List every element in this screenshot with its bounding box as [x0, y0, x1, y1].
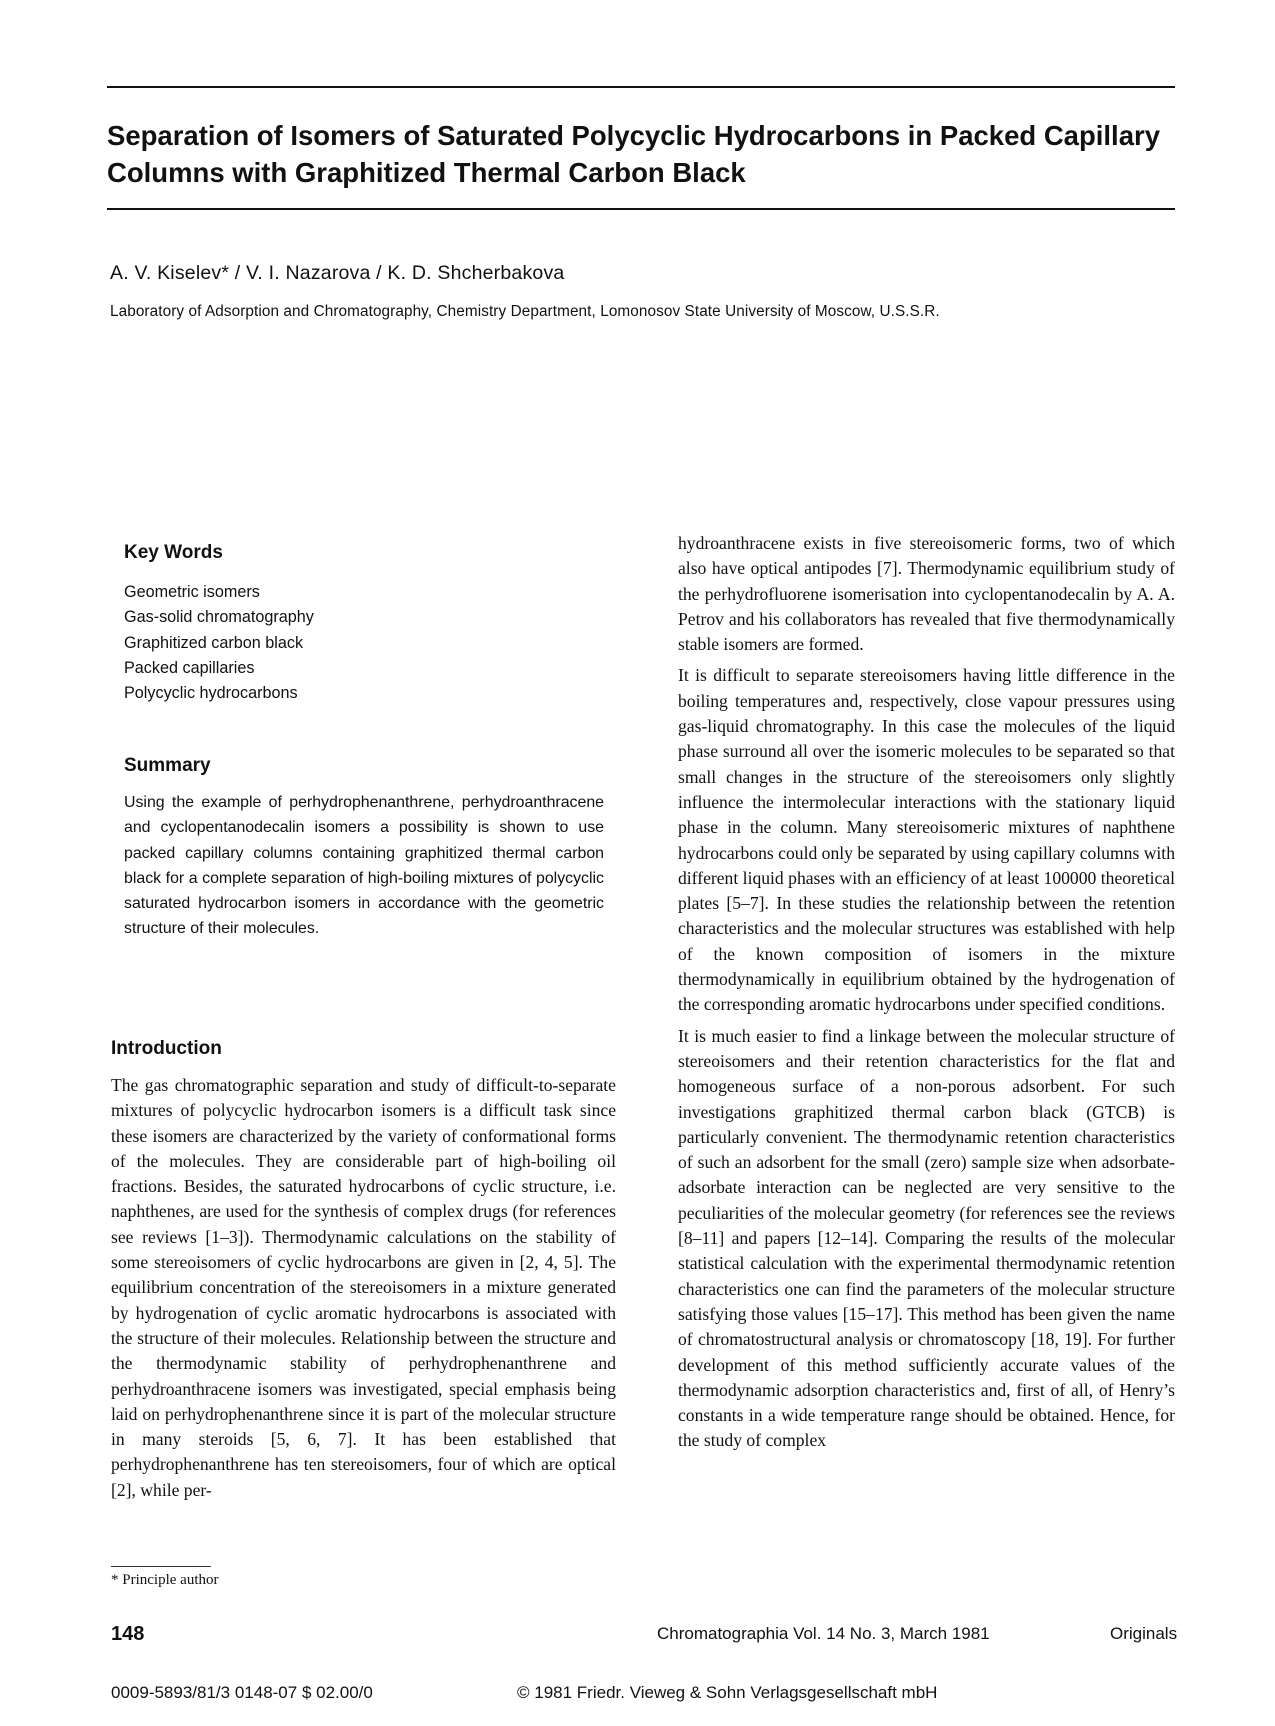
left-column: [111, 1073, 616, 1503]
right-column: [678, 531, 1175, 1460]
keyword-item: Gas-solid chromatography: [124, 608, 314, 627]
body-paragraph: hydroanthracene exists in five stereoisomeric forms, two of which also have optical antipodes [7]. Thermodynamic equilibrium study of the perhydrofluorene isomerisation into cyclopentanodecalin by A. A. Petrov and his collaborators has revealed that five thermodynamically stable isomers are formed.: [678, 533, 1175, 655]
copyright-notice: © 1981 Friedr. Vieweg & Sohn Verlagsgesellschaft mbH: [517, 1683, 938, 1702]
introduction-heading: Introduction: [111, 1038, 222, 1059]
keyword-item: Graphitized carbon black: [124, 633, 304, 652]
keywords-list: [124, 580, 314, 706]
keyword-item: Packed capillaries: [124, 658, 255, 677]
keyword-item: Polycyclic hydrocarbons: [124, 684, 298, 703]
body-paragraph: It is difficult to separate stereoisomers having little difference in the boiling temperatures and, respectively, close vapour pressures using gas-liquid chromatography. In this case the molecules of the liquid phase surround all over the isomeric molecules to be separated so that small changes in the structure of the stereoisomers only slightly influence the intermolecular interactions with the stationary liquid phase in the column. Many stereoisomeric mixtures of naphthene hydrocarbons could only be separated by using capillary columns with different liquid phases with an efficiency of at least 100000 theoretical plates [5–7]. In these studies the relationship between the retention characteristics and the molecular structures was established with help of the known composition of isomers in the mixture thermodynamically in equilibrium obtained by the hydrogenation of the corresponding aromatic hydrocarbons under specified conditions.: [678, 665, 1175, 1015]
affiliation: Laboratory of Adsorption and Chromatography, Chemistry Department, Lomonosov State University of Moscow, U.S.S.R.: [110, 303, 940, 320]
summary-text: Using the example of perhydrophenanthrene, perhydroanthracene and cyclopentanodecalin isomers a possibility is shown to use packed capillary columns containing graphitized thermal carbon black for a complete separation of high-boiling mixtures of polycyclic saturated hydrocarbon isomers in accordance with the geometric structure of their molecules.: [124, 794, 604, 938]
keywords-heading: Key Words: [124, 542, 223, 563]
body-paragraph: It is much easier to find a linkage between the molecular structure of stereoisomers and their retention characteristics for the flat and homogeneous surface of a non-porous adsorbent. For such investigations graphitized thermal carbon black (GTCB) is particularly convenient. The thermodynamic retention characteristics of such an adsorbent for the small (zero) sample size when adsorbate-adsorbate interaction can be neglected are very sensitive to the peculiarities of the molecular geometry (for references see the reviews [8–11] and papers [12–14]. Comparing the results of the molecular statistical calculation with the experimental thermodynamic retention characteristics one can find the parameters of the molecular structure satisfying those values [15–17]. This method has been given the name of chromatostructural analysis or chromatoscopy [18, 19]. For further development of this method sufficiently accurate values of the thermodynamic adsorption characteristics and, first of all, of Henry’s constants in a wide temperature range should be obtained. Hence, for the study of complex: [678, 1025, 1175, 1451]
top-rule: [107, 86, 1175, 88]
article-code: 0009-5893/81/3 0148-07 $ 02.00/0: [111, 1683, 373, 1702]
article-title: Separation of Isomers of Saturated Polycyclic Hydrocarbons in Packed Capillary Columns with Graphitized Thermal Carbon Black: [107, 120, 1160, 188]
page-number: 148: [111, 1623, 145, 1645]
section-label: Originals: [1110, 1624, 1178, 1643]
journal-citation: Chromatographia Vol. 14 No. 3, March 1981: [657, 1624, 990, 1643]
introduction-paragraph: The gas chromatographic separation and study of difficult-to-separate mixtures of polycyclic hydrocarbon isomers is a difficult task since these isomers are characterized by the variety of conformational forms of the molecules. They are considerable part of high-boiling oil fractions. Besides, the saturated hydrocarbons of cyclic structure, i.e. naphthenes, are used for the synthesis of complex drugs (for references see reviews [1–3]). Thermodynamic calculations on the stability of some stereoisomers of cyclic hydrocarbons are given in [2, 4, 5]. The equilibrium concentration of the stereoisomers in a mixture generated by hydrogenation of cyclic aromatic hydrocarbons is associated with the structure of their molecules. Relationship between the structure and the thermodynamic stability of perhydrophenanthrene and perhydroanthracene isomers was investigated, special emphasis being laid on perhydrophenanthrene since it is part of the molecular structure in many steroids [5, 6, 7]. It has been established that perhydrophenanthrene has ten stereoisomers, four of which are optical [2], while per-: [111, 1075, 616, 1500]
footnote: * Principle author: [111, 1572, 219, 1588]
keyword-item: Geometric isomers: [124, 583, 260, 601]
summary-heading: Summary: [124, 755, 211, 776]
footnote-rule: [111, 1566, 211, 1567]
title-bottom-rule: [107, 208, 1175, 210]
author-list: A. V. Kiselev* / V. I. Nazarova / K. D. Shcherbakova: [110, 262, 565, 284]
